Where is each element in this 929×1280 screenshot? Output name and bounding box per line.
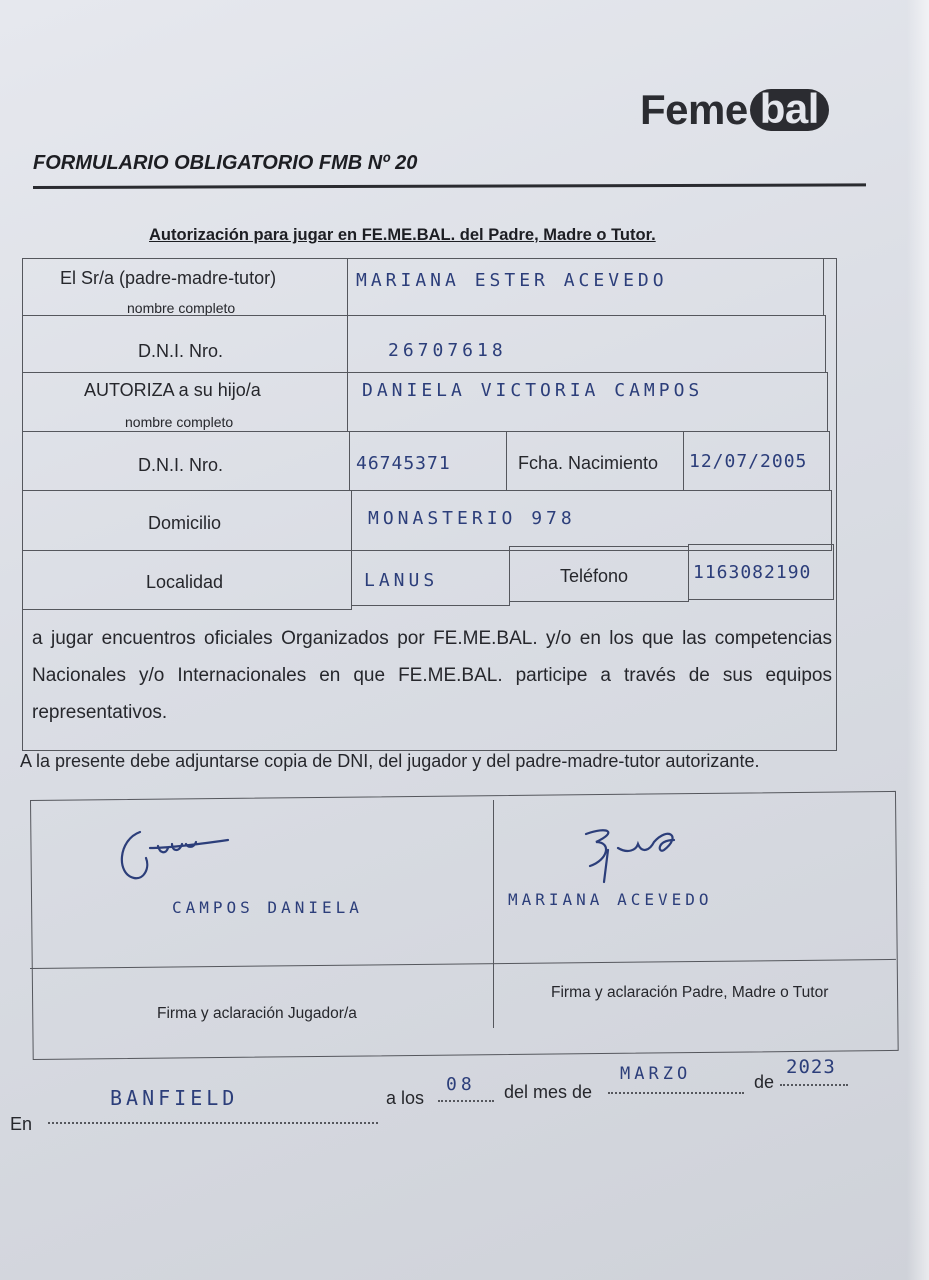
- authorization-paragraph: a jugar encuentros oficiales Organizados por FE.ME.BAL. y/o en los que las competencias Nacionales y/o Internacionales en que FE.ME.BAL. participe a través de sus equipos representativos.: [32, 628, 832, 723]
- child-dni-label: D.N.I. Nro.: [138, 455, 224, 475]
- player-printed-name: CAMPOS DANIELA: [172, 898, 363, 917]
- paper-edge: [907, 0, 929, 1280]
- locality-value: LANUS: [364, 570, 439, 591]
- form-subtitle: Autorización para jugar en FE.ME.BAL. del Padre, Madre o Tutor.: [149, 226, 656, 244]
- tutor-signature: [578, 820, 688, 890]
- a-los-label: a los: [386, 1088, 425, 1108]
- attachment-note: A la presente debe adjuntarse copia de DNI, del jugador y del padre-madre-tutor autorizante.: [20, 751, 760, 771]
- player-caption: Firma y aclaración Jugador/a: [157, 1005, 357, 1022]
- signature-divider: [493, 800, 494, 1028]
- address-label: Domicilio: [148, 513, 222, 533]
- player-signature: [110, 818, 240, 888]
- tutor-caption: Firma y aclaración Padre, Madre o Tutor: [551, 984, 829, 1001]
- address-value: MONASTERIO 978: [368, 508, 576, 529]
- locality-label: Localidad: [146, 572, 224, 592]
- child-name-value: DANIELA VICTORIA CAMPOS: [362, 380, 704, 401]
- birth-date-value: 12/07/2005: [689, 451, 808, 472]
- tutor-sublabel: nombre completo: [127, 300, 236, 316]
- tutor-dni-label: D.N.I. Nro.: [138, 341, 224, 361]
- child-dni-value: 46745371: [356, 453, 451, 474]
- logo-pill: bal: [750, 89, 829, 131]
- mes-label: del mes de: [504, 1082, 593, 1102]
- day-value: 08: [446, 1074, 476, 1095]
- tutor-printed-name: MARIANA ACEVEDO: [508, 890, 713, 909]
- tutor-name-value: MARIANA ESTER ACEVEDO: [356, 270, 668, 291]
- phone-label: Teléfono: [560, 566, 629, 586]
- year-value: 2023: [786, 1056, 836, 1078]
- child-sublabel: nombre completo: [125, 414, 234, 430]
- title-rule: [33, 183, 866, 189]
- en-label: En: [10, 1114, 33, 1134]
- de-label: de: [754, 1072, 775, 1092]
- tutor-label: El Sr/a (padre-madre-tutor): [60, 268, 277, 288]
- birth-label: Fcha. Nacimiento: [518, 453, 659, 473]
- form-title: FORMULARIO OBLIGATORIO FMB Nº 20: [33, 152, 418, 174]
- autoriza-label: AUTORIZA a su hijo/a: [84, 380, 261, 400]
- femebal-logo: [640, 86, 829, 134]
- phone-value: 1163082190: [693, 562, 812, 583]
- tutor-dni-value: 26707618: [388, 340, 507, 361]
- place-value: BANFIELD: [110, 1086, 239, 1110]
- month-value: MARZO: [620, 1064, 692, 1084]
- logo-text: Feme: [640, 86, 748, 133]
